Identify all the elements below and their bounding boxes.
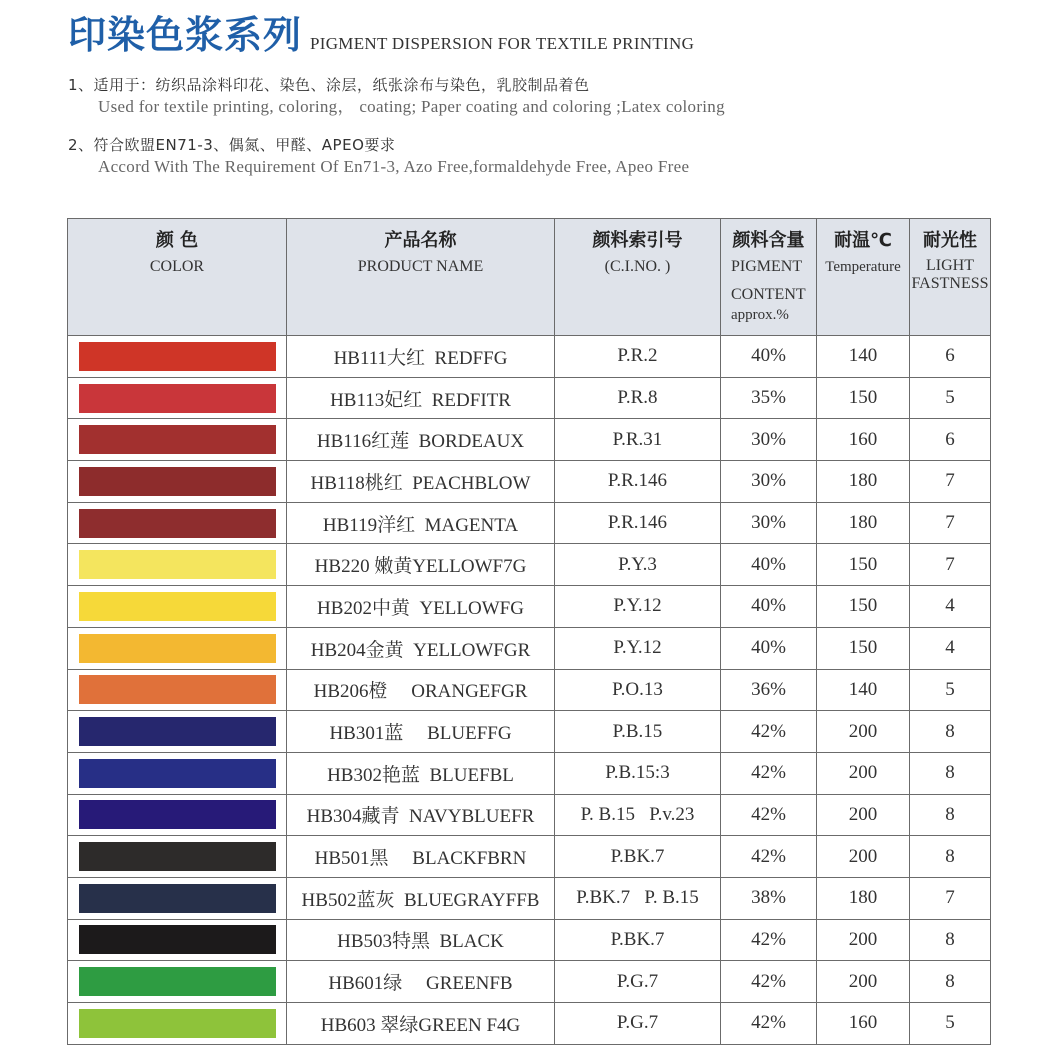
temperature-cell: 150 [817,544,910,586]
pigment-content-cell: 40% [721,627,817,669]
ci-no-cell: P.Y.12 [555,586,721,628]
table-row [68,836,991,878]
page-title: 印染色浆系列 [68,13,303,57]
ci-no-cell: P.R.146 [555,461,721,503]
light-fastness-cell: 8 [910,919,991,961]
table-row [68,711,991,753]
temperature-cell: 200 [817,961,910,1003]
color-swatch [79,509,276,538]
page-header [68,8,694,58]
product-name-cell: HB206橙 ORANGEFGR [287,669,555,711]
ci-no-cell: P.R.146 [555,502,721,544]
temperature-cell: 200 [817,836,910,878]
light-fastness-cell: 8 [910,752,991,794]
table-row [68,961,991,1003]
light-fastness-cell: 8 [910,961,991,1003]
product-name-cell: HB220 嫩黄YELLOWF7G [287,544,555,586]
color-cell [68,586,287,628]
color-swatch [79,675,276,704]
product-name-cell: HB503特黑 BLACK [287,919,555,961]
ci-no-cell: P.R.31 [555,419,721,461]
color-swatch [79,925,276,954]
table-row [68,627,991,669]
pigment-content-cell: 42% [721,794,817,836]
compliance-note [68,134,689,178]
pigment-content-cell: 30% [721,461,817,503]
usage-note-cn: 1、适用于：纺织品涂料印花、染色、涂层，纸张涂布与染色，乳胶制品着色 [68,76,590,94]
ci-no-cell: P.B.15 [555,711,721,753]
color-swatch [79,842,276,871]
color-cell [68,877,287,919]
pigment-content-cell: 42% [721,836,817,878]
temperature-cell: 200 [817,752,910,794]
color-swatch [79,759,276,788]
light-fastness-cell: 8 [910,836,991,878]
color-swatch [79,800,276,829]
pigment-content-cell: 40% [721,336,817,378]
pigment-content-cell: 42% [721,961,817,1003]
pigment-content-cell: 35% [721,377,817,419]
temperature-cell: 140 [817,336,910,378]
pigment-content-cell: 42% [721,752,817,794]
light-fastness-cell: 6 [910,419,991,461]
light-fastness-cell: 4 [910,627,991,669]
color-cell [68,669,287,711]
ci-no-cell: P.R.8 [555,377,721,419]
temperature-cell: 180 [817,877,910,919]
page-subtitle: PIGMENT DISPERSION FOR TEXTILE PRINTING [310,34,695,53]
product-name-cell: HB302艳蓝 BLUEFBL [287,752,555,794]
color-swatch [79,592,276,621]
ci-no-cell: P.O.13 [555,669,721,711]
color-cell [68,794,287,836]
light-fastness-cell: 5 [910,1003,991,1045]
color-cell [68,752,287,794]
compliance-note-en: Accord With The Requirement Of En71-3, Azo Free,formaldehyde Free, Apeo Free [98,157,690,176]
product-name-cell: HB204金黄 YELLOWFGR [287,627,555,669]
product-name-cell: HB601绿 GREENFB [287,961,555,1003]
temperature-cell: 150 [817,627,910,669]
ci-no-cell: P.BK.7 [555,919,721,961]
product-name-cell: HB116红莲 BORDEAUX [287,419,555,461]
table-row [68,877,991,919]
color-cell [68,377,287,419]
light-fastness-cell: 5 [910,377,991,419]
header-light-fastness: 耐光性 LIGHT FASTNESS [910,219,991,336]
product-name-cell: HB603 翠绿GREEN F4G [287,1003,555,1045]
ci-no-cell: P.Y.12 [555,627,721,669]
color-swatch [79,550,276,579]
color-cell [68,336,287,378]
color-cell [68,627,287,669]
table-row [68,669,991,711]
pigment-content-cell: 36% [721,669,817,711]
table-row [68,336,991,378]
table-row [68,919,991,961]
color-swatch [79,1009,276,1038]
color-swatch [79,967,276,996]
light-fastness-cell: 7 [910,461,991,503]
temperature-cell: 200 [817,794,910,836]
color-cell [68,1003,287,1045]
product-name-cell: HB304藏青 NAVYBLUEFR [287,794,555,836]
pigment-content-cell: 42% [721,711,817,753]
light-fastness-cell: 7 [910,877,991,919]
ci-no-cell: P.B.15:3 [555,752,721,794]
light-fastness-cell: 6 [910,336,991,378]
color-swatch [79,342,276,371]
table-row [68,377,991,419]
ci-no-cell: P.Y.3 [555,544,721,586]
usage-note [68,74,725,118]
color-cell [68,961,287,1003]
color-cell [68,461,287,503]
usage-note-en: Used for textile printing, coloring， coating; Paper coating and coloring ;Latex coloring [98,97,725,116]
color-cell [68,419,287,461]
ci-no-cell: P.R.2 [555,336,721,378]
color-swatch [79,467,276,496]
color-swatch [79,425,276,454]
table-row [68,752,991,794]
product-name-cell: HB118桃红 PEACHBLOW [287,461,555,503]
table-row [68,794,991,836]
temperature-cell: 150 [817,586,910,628]
light-fastness-cell: 7 [910,502,991,544]
temperature-cell: 180 [817,502,910,544]
pigment-table [67,218,991,1045]
product-name-cell: HB301蓝 BLUEFFG [287,711,555,753]
color-swatch [79,634,276,663]
header-ci-no: 颜料索引号 (C.I.NO. ) [555,219,721,336]
color-cell [68,919,287,961]
color-swatch [79,717,276,746]
table-row [68,461,991,503]
pigment-content-cell: 40% [721,544,817,586]
table-row [68,502,991,544]
header-product-name: 产品名称 PRODUCT NAME [287,219,555,336]
temperature-cell: 160 [817,1003,910,1045]
pigment-content-cell: 30% [721,502,817,544]
table-body [68,336,991,1045]
light-fastness-cell: 7 [910,544,991,586]
product-name-cell: HB119洋红 MAGENTA [287,502,555,544]
color-cell [68,711,287,753]
light-fastness-cell: 5 [910,669,991,711]
ci-no-cell: P.G.7 [555,1003,721,1045]
table-header-row [68,219,991,336]
temperature-cell: 140 [817,669,910,711]
product-name-cell: HB502蓝灰 BLUEGRAYFFB [287,877,555,919]
light-fastness-cell: 8 [910,711,991,753]
light-fastness-cell: 8 [910,794,991,836]
color-swatch [79,884,276,913]
header-temperature: 耐温℃ Temperature [817,219,910,336]
product-name-cell: HB202中黄 YELLOWFG [287,586,555,628]
product-name-cell: HB111大红 REDFFG [287,336,555,378]
color-swatch [79,384,276,413]
pigment-content-cell: 38% [721,877,817,919]
ci-no-cell: P.BK.7 P. B.15 [555,877,721,919]
pigment-content-cell: 42% [721,919,817,961]
product-name-cell: HB113妃红 REDFITR [287,377,555,419]
ci-no-cell: P.BK.7 [555,836,721,878]
header-color: 颜 色 COLOR [68,219,287,336]
table-row [68,419,991,461]
temperature-cell: 180 [817,461,910,503]
pigment-content-cell: 42% [721,1003,817,1045]
light-fastness-cell: 4 [910,586,991,628]
pigment-content-cell: 30% [721,419,817,461]
temperature-cell: 150 [817,377,910,419]
pigment-content-cell: 40% [721,586,817,628]
ci-no-cell: P. B.15 P.v.23 [555,794,721,836]
compliance-note-cn: 2、符合欧盟EN71-3、偶氮、甲醛、APEO要求 [68,136,396,154]
product-name-cell: HB501黑 BLACKFBRN [287,836,555,878]
color-cell [68,836,287,878]
temperature-cell: 200 [817,711,910,753]
color-cell [68,544,287,586]
temperature-cell: 160 [817,419,910,461]
temperature-cell: 200 [817,919,910,961]
table-row [68,586,991,628]
color-cell [68,502,287,544]
table-row [68,544,991,586]
table-row [68,1003,991,1045]
header-pigment-content: 颜料含量 PIGMENT CONTENT approx.% [721,219,817,336]
ci-no-cell: P.G.7 [555,961,721,1003]
